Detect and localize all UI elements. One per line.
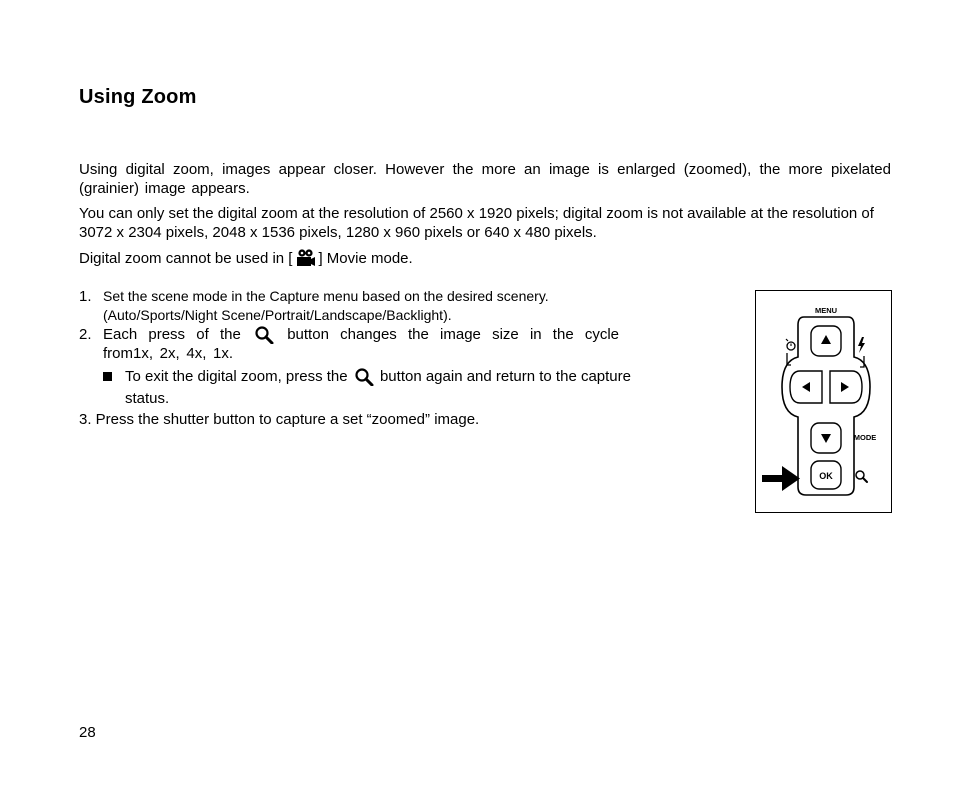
step-2-subnote <box>79 366 649 410</box>
mode-label: MODE <box>853 433 877 442</box>
step-2 <box>79 325 619 363</box>
square-bullet-icon <box>103 372 112 381</box>
magnifier-icon <box>856 471 867 482</box>
step-2-text-before: Each press of the <box>103 326 241 343</box>
menu-label: MENU <box>814 306 838 315</box>
intro-paragraph: Using digital zoom, images appear closer. However the more an image is enlarged (zoomed), the more pixelated (grainier) image appears. <box>79 161 891 197</box>
magnifier-icon <box>354 367 374 386</box>
step-3: 3. Press the shutter button to capture a set “zoomed” image. <box>79 411 480 428</box>
pointer-arrow-icon <box>762 466 800 491</box>
ok-button-label: OK <box>819 471 833 481</box>
step-1-number: 1. <box>79 288 92 305</box>
button-panel-illustration <box>756 291 890 511</box>
movie-camera-icon <box>294 248 316 268</box>
right-arrow-icon <box>841 382 849 392</box>
left-arrow-icon <box>802 382 810 392</box>
instruction-list <box>79 287 649 429</box>
page-number: 28 <box>79 724 96 741</box>
page-title: Using Zoom <box>79 86 197 108</box>
down-arrow-icon <box>821 434 831 443</box>
step-1-text: Set the scene mode in the Capture menu based on the desired scenery. (Auto/Sports/Night Scene/Portrait/Landscape/Backlight). <box>103 288 549 323</box>
flash-icon <box>858 337 865 367</box>
resolution-paragraph: You can only set the digital zoom at the resolution of 2560 x 1920 pixels; digital zoom is not available at the resolution of 3072 x 2304 pixels, 2048 x 1536 pixels, 1280 x 960 pixels or 640 x 480 pixels. <box>79 205 874 241</box>
movie-mode-text-before: Digital zoom cannot be used in [ <box>79 250 293 267</box>
subnote-text-after: button again and return to the capture status. <box>125 368 631 407</box>
step-2-number: 2. <box>79 326 92 343</box>
movie-mode-paragraph <box>79 248 779 268</box>
up-arrow-icon <box>821 335 831 344</box>
camera-buttons-diagram <box>755 290 892 513</box>
subnote-text-before: To exit the digital zoom, press the <box>125 368 348 385</box>
step-2-text-after: button changes the image size in the cycle from1x, 2x, 4x, 1x. <box>103 326 620 362</box>
movie-mode-text-after: ] Movie mode. <box>318 250 413 267</box>
magnifier-icon <box>254 325 274 344</box>
step-1 <box>79 287 649 325</box>
